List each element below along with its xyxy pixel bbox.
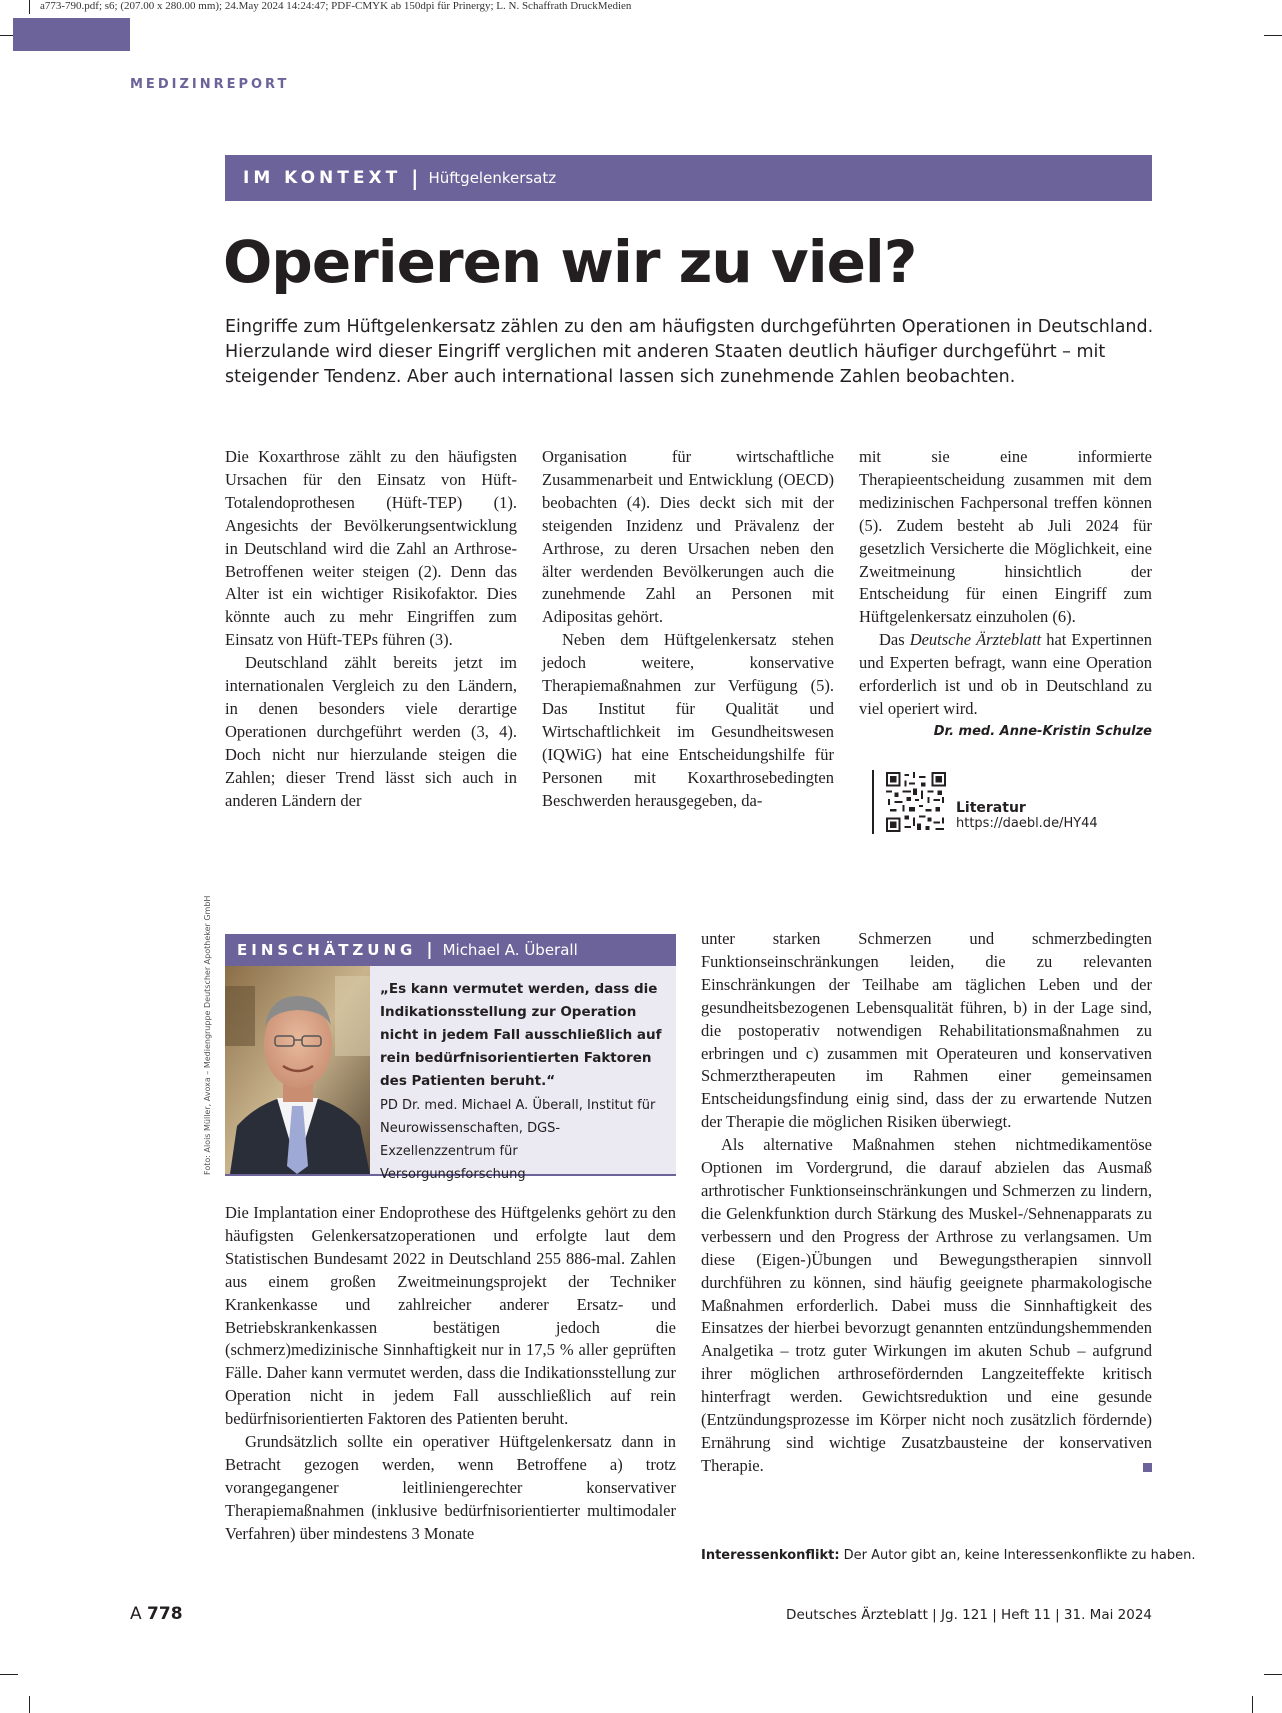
body-paragraph: unter starken Schmerzen und schmerzbedingten Funktionseinschränkungen leiden, die zu relevanten Einschränkungen der Teilhabe am täglichen Leben und der gesundheitsbezogenen Lebensqualität führen, b) in der Lage sind, die postoperativ notwendigen Rehabilitationsmaßnahmen zu erbringen und c) zusammen mit Operateuren und konservativen Schmerztherapeuten im Rahmen einer gemeinsamen Entscheidungsfindung einig sind, dass der zu erwartende Nutzen der Therapie die möglichen Risiken überwiegt. xyxy=(701,929,1152,1132)
journal-name: Deutsche Ärzteblatt xyxy=(909,630,1042,650)
qr-code-icon[interactable] xyxy=(886,772,946,832)
body-text: Das xyxy=(879,630,910,650)
article-lead: Eingriffe zum Hüftgelenkersatz zählen zu den am häufigsten durchgeführten Operationen in Deutschland. Hierzulande wird dieser Eingriff verglichen mit anderen Staaten deutlich häufiger durchgeführt – mit steigender Tendenz. Aber auch international lassen sich zunehmende Zahlen beobachten. xyxy=(225,317,1154,387)
body-text: hat Expertinnen und Experten befragt, wann eine Operation erforderlich ist und ob in Deutschland zu viel operiert wird. xyxy=(859,630,1153,718)
print-slug: a773-790.pdf; s6; (207.00 x 280.00 mm); 24.May 2024 14:24:47; PDF-CMYK ab 150dpi für Prinergy; L. N. Schaffrath DruckMedien xyxy=(40,0,632,12)
crop-mark xyxy=(29,1696,30,1713)
conflict-text: Der Autor gibt an, keine Interessenkonflikte zu haben. xyxy=(839,1548,1196,1563)
literature-divider xyxy=(872,770,874,834)
body-paragraph: Neben dem Hüftgelenkersatz stehen jedoch weitere, konservative Therapiemaßnahmen zur Verfügung (5). Das Institut für Qualität und Wirtschaftlichkeit im Gesundheitswesen (IQWiG) hat eine Entscheidungshilfe für Personen mit Koxarthrosebedingten Beschwerden herausgegeben, da- xyxy=(542,630,834,810)
assessment-column-left xyxy=(225,1202,676,1546)
article-headline: Operieren wir zu viel? xyxy=(223,228,917,296)
body-paragraph: Deutschland zählt bereits jetzt im internationalen Vergleich zu den Ländern, in denen besonders viele derartige Operationen durchgeführt werden (3, 4). Doch nicht nur hierzulande steigen die Zahlen; dieser Trend lässt sich auch in anderen Ländern der xyxy=(225,653,517,810)
body-paragraph: mit sie eine informierte Therapieentscheidung zusammen mit dem medizinischen Fachpersonal treffen können (5). Zudem besteht ab Juli 2024 für gesetzlich Versicherte die Möglichkeit, eine Zweitmeinung hinsichtlich der Entscheidung für einen Eingriff zum Hüftgelenkersatz einzuholen (6). xyxy=(859,447,1152,627)
crop-mark xyxy=(0,1674,18,1675)
body-paragraph: Die Implantation einer Endoprothese des Hüftgelenks gehört zu den häufigsten Gelenkersatzoperationen und erfolgte laut dem Statistischen Bundesamt 2022 in Deutschland 255 886-mal. Zahlen aus einem großen Zweitmeinungsprojekt der Techniker Krankenkasse und zahlreicher anderer Ersatz- und Betriebskrankenkassen bestätigen jedoch die (schmerz)medizinische Sinnhaftigkeit nur in 17,5 % aller geprüften Fälle. Daher kann vermutet werden, dass die Indikationsstellung zur Operation nicht in jedem Fall ausschließlich auf rein bedürfnisorientierten Faktoren des Patienten beruht. xyxy=(225,1203,676,1429)
crop-mark xyxy=(29,0,30,14)
literature-label: Literatur xyxy=(956,799,1026,816)
assessment-author-name: Michael A. Überall xyxy=(442,941,578,959)
body-paragraph: Grundsätzlich sollte ein operativer Hüftgelenkersatz dann in Betracht gezogen werden, wenn Betroffene a) trotz vorangegangener leitliniengerechter konservativer Therapiemaßnahmen (inklusive bedürfnisorientierter multimodaler Verfahren) über mindestens 3 Monate xyxy=(225,1432,676,1543)
banner-topic: Hüftgelenkersatz xyxy=(428,169,557,187)
corner-color-block xyxy=(13,18,130,51)
crop-mark xyxy=(1264,1674,1282,1675)
literature-reference[interactable] xyxy=(872,770,1098,834)
body-paragraph: Die Koxarthrose zählt zu den häufigsten Ursachen für den Einsatz von Hüft-Totalendoprothesen (Hüft-TEP) (1). Angesichts der Bevölkerungsentwicklung in Deutschland wird die Zahl an Arthrose-Betroffenen weiter steigen (2). Denn das Alter ist ein wichtiger Risikofaktor. Dies könnte auch zu mehr Eingriffen zum Einsatz von Hüft-TEPs führen (3). xyxy=(225,447,517,650)
context-column-1 xyxy=(225,446,517,813)
assessment-separator: | xyxy=(426,940,433,960)
literature-text xyxy=(956,800,1098,831)
assessment-box xyxy=(225,934,676,1182)
conflict-label: Interessenkonflikt: xyxy=(701,1548,840,1563)
conflict-of-interest xyxy=(701,1548,1196,1563)
banner-kicker: IM KONTEXT xyxy=(243,168,402,188)
author-signature: Dr. med. Anne-Kristin Schulze xyxy=(933,723,1152,739)
author-portrait xyxy=(225,966,370,1174)
crop-mark xyxy=(1252,1696,1253,1713)
page-number xyxy=(130,1604,183,1624)
context-banner xyxy=(225,155,1152,201)
body-text: Als alternative Maßnahmen stehen nichtmedikamentöse Optionen im Vordergrund, die darauf abzielen das Ausmaß arthrotischer Funktionseinschränkungen und Schmerzen zu lindern, die Gelenkfunktion durch Stärkung des Muskel-/Sehnenapparats zu verbessern und den Progress der Arthrose zu verlangsamen. Um diese (Eigen-)Übungen und Bewegungstherapien sinnvoll durchführen zu können, sind häufig geeignete pharmakologische Maßnahmen erforderlich. Dabei muss die Sinnhaftigkeit des Einsatzes der hierbei bevorzugt genannten entzündungshemmenden Analgetika – trotz guter Wirkungen im akuten Schub – aufgrund ihrer möglichen arthrosefördernden Langzeiteffekte kritisch hinterfragt werden. Gewichtsreduktion und eine gesunde (Entzündungsprozesse im Körper nicht noch zusätzlich fördernde) Ernährung sind wichtige Zusatzbausteine der konservativen Therapie. xyxy=(701,1135,1152,1475)
context-column-2 xyxy=(542,446,834,813)
assessment-header xyxy=(225,934,676,966)
assessment-affiliation: PD Dr. med. Michael A. Überall, Institut für Neurowissenschaften, DGS-Exzellenzzentrum für Versorgungsforschung xyxy=(380,1098,656,1182)
assessment-kicker: EINSCHÄTZUNG xyxy=(237,941,417,959)
photo-credit: Foto: Alois Müller, Avoxa – Mediengruppe Deutscher Apotheker GmbH xyxy=(203,895,212,1175)
crop-mark xyxy=(1264,35,1282,36)
body-paragraph xyxy=(859,629,1153,739)
body-paragraph: Organisation für wirtschaftliche Zusammenarbeit und Entwicklung (OECD) beobachten (4). Dies deckt sich mit der steigenden Inzidenz und Prävalenz der Arthrose, zu deren Ursachen neben den älter werdenden Bevölkerungen auch die zunehmende Zahl an Personen mit Adipositas gehört. xyxy=(542,447,834,627)
journal-citation: Deutsches Ärzteblatt | Jg. 121 | Heft 11 | 31. Mai 2024 xyxy=(786,1607,1152,1623)
body-paragraph xyxy=(701,1134,1152,1478)
page-prefix: A xyxy=(130,1604,148,1624)
assessment-column-right xyxy=(701,928,1152,1478)
literature-link[interactable]: https://daebl.de/HY44 xyxy=(956,815,1098,831)
assessment-quote: „Es kann vermutet werden, dass die Indikationsstellung zur Operation nicht in jedem Fall ausschließlich auf rein bedürfnisorientierten Faktoren des Patienten beruht.“ xyxy=(380,981,662,1089)
context-column-3 xyxy=(859,446,1152,744)
banner-separator: | xyxy=(411,166,419,190)
page-number-value: 778 xyxy=(147,1604,183,1624)
section-label: MEDIZINREPORT xyxy=(130,77,290,92)
end-of-article-marker xyxy=(1143,1463,1152,1472)
